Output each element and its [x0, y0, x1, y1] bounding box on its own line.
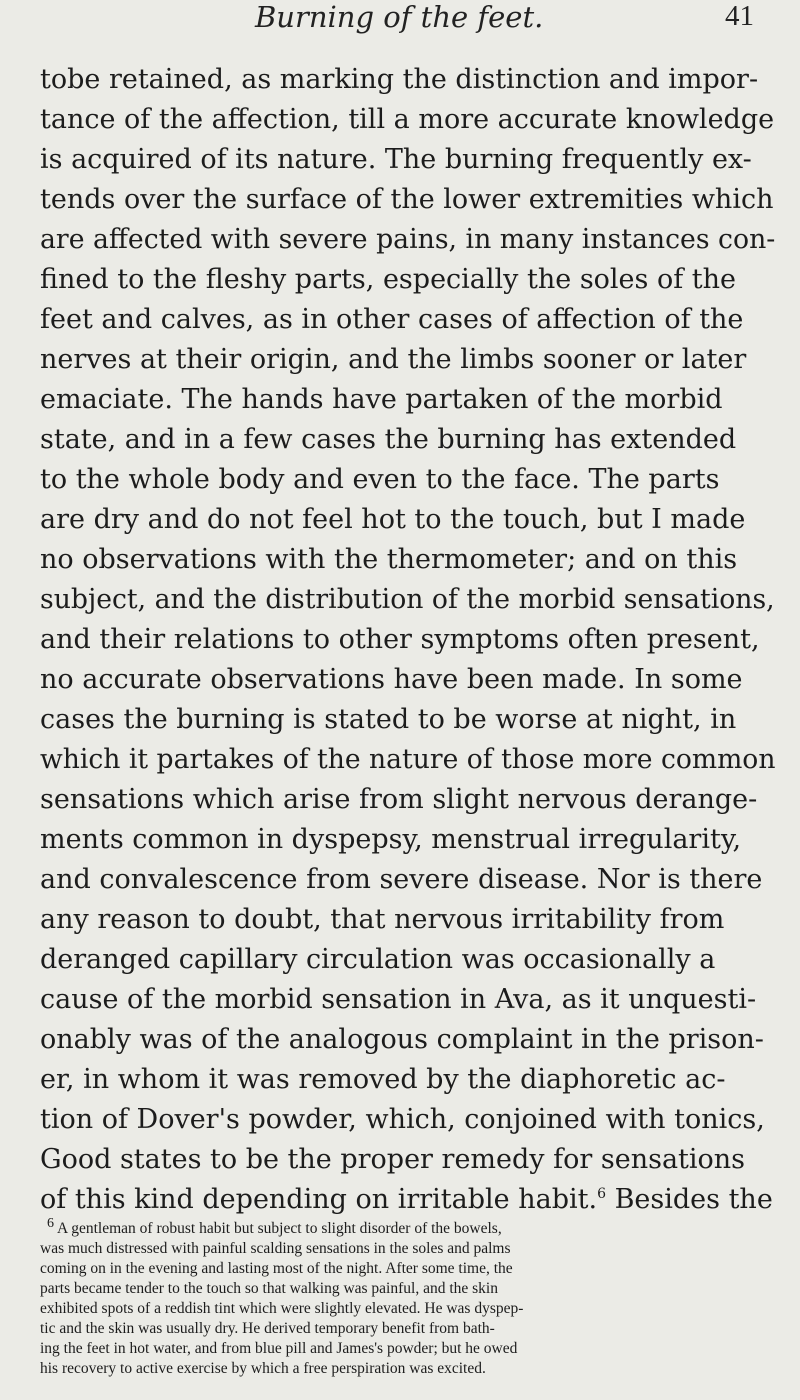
footnote-line: coming on in the evening and lasting most of the night. After some time, the: [40, 1260, 513, 1277]
footnote-marker: 6: [47, 1215, 54, 1231]
running-head: Burning of the feet.: [255, 0, 544, 34]
body-line: ments common in dyspepsy, menstrual irregularity,: [40, 824, 742, 855]
body-line: no accurate observations have been made. In some: [40, 664, 743, 695]
footnote-line: exhibited spots of a reddish tint which were slightly elevated. He was dyspep-: [40, 1300, 524, 1317]
body-line: to the whole body and even to the face. The parts: [40, 464, 720, 495]
body-line: Good states to be the proper remedy for sensations: [40, 1144, 746, 1175]
body-line: tobe retained, as marking the distinction and impor-: [40, 64, 759, 95]
footnote-line: tic and the skin was usually dry. He derived temporary benefit from bath-: [40, 1320, 495, 1337]
body-line: fined to the fleshy parts, especially the soles of the: [40, 264, 737, 295]
body-line: which it partakes of the nature of those more common: [40, 744, 776, 775]
body-line: tion of Dover's powder, which, conjoined with tonics,: [40, 1104, 765, 1135]
body-line: no observations with the thermometer; and on this: [40, 544, 738, 575]
footnote-reference[interactable]: 6: [597, 1186, 606, 1202]
body-line: onably was of the analogous complaint in the prison-: [40, 1024, 764, 1055]
body-line: sensations which arise from slight nervous derange-: [40, 784, 758, 815]
body-line: cause of the morbid sensation in Ava, as it unquesti-: [40, 984, 757, 1015]
footnote-line: parts became tender to the touch so that walking was painful, and the skin: [40, 1280, 498, 1297]
body-line: state, and in a few cases the burning has extended: [40, 424, 737, 455]
body-line: tance of the affection, till a more accurate knowledge: [40, 104, 775, 135]
body-line: er, in whom it was removed by the diaphoretic ac-: [40, 1064, 726, 1095]
body-line: subject, and the distribution of the morbid sensations,: [40, 584, 775, 615]
body-line: feet and calves, as in other cases of affection of the: [40, 304, 744, 335]
body-line: are affected with severe pains, in many instances con-: [40, 224, 776, 255]
body-line-text: of this kind depending on irritable habit.: [40, 1184, 598, 1215]
footnote-first-text: A gentleman of robust habit but subject to slight disorder of the bowels,: [54, 1220, 502, 1237]
page-number: 41: [725, 0, 754, 32]
footnote-line: was much distressed with painful scalding sensations in the soles and palms: [40, 1240, 511, 1257]
body-line: tends over the surface of the lower extremities which: [40, 184, 774, 215]
footnote-line: [47, 1215, 502, 1238]
body-line-tail: Besides the: [605, 1184, 773, 1215]
body-line: are dry and do not feel hot to the touch, but I made: [40, 504, 746, 535]
body-line: cases the burning is stated to be worse at night, in: [40, 704, 737, 735]
body-line: any reason to doubt, that nervous irritability from: [40, 904, 725, 935]
body-line: emaciate. The hands have partaken of the morbid: [40, 384, 723, 415]
body-line: and their relations to other symptoms often present,: [40, 624, 760, 655]
body-line-last: [40, 1180, 773, 1220]
footnote-line: ing the feet in hot water, and from blue pill and James's powder; but he owed: [40, 1340, 518, 1357]
body-line: deranged capillary circulation was occasionally a: [40, 944, 716, 975]
body-line: and convalescence from severe disease. Nor is there: [40, 864, 763, 895]
body-line: nerves at their origin, and the limbs sooner or later: [40, 344, 747, 375]
footnote-line: his recovery to active exercise by which a free perspiration was excited.: [40, 1360, 486, 1377]
body-line: is acquired of its nature. The burning frequently ex-: [40, 144, 752, 175]
